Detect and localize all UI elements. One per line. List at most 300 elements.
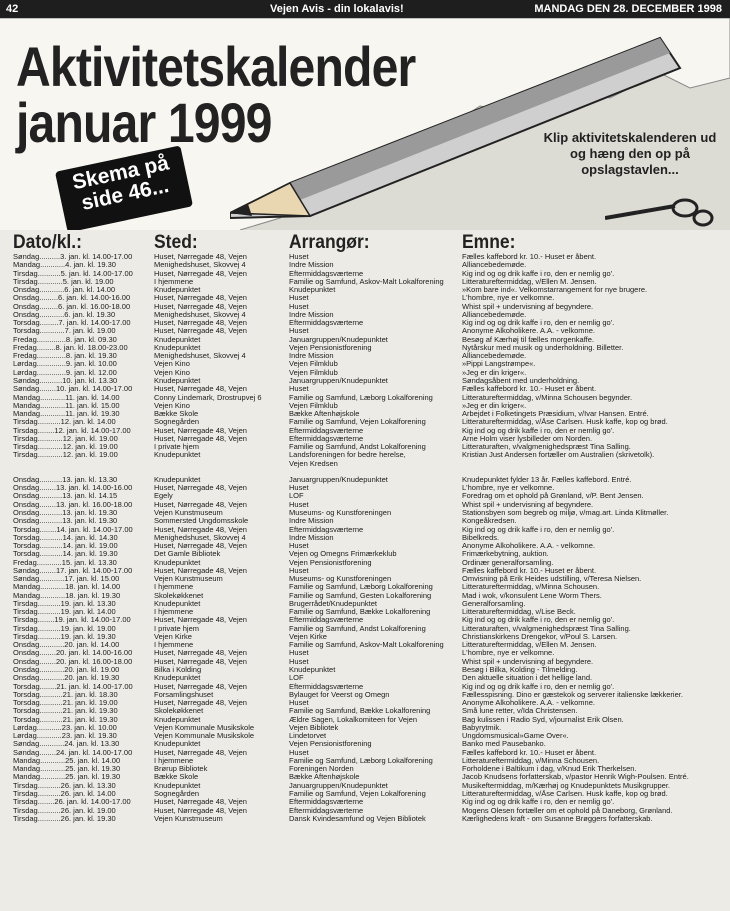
cell-date: Torsdag...........21. jan. kl. 19.00 xyxy=(13,699,118,708)
cell-organizer: Eftermiddagsværterne xyxy=(289,806,364,815)
table-row xyxy=(0,542,730,550)
cell-organizer: Familie og Samfund, Andst Lokalforening xyxy=(289,443,426,452)
cell-subject: Bag kulissen i Radio Syd, v/journalist Erik Olsen. xyxy=(462,715,624,724)
cell-date: Onsdag.........6. jan. kl. 16.00-18.00 xyxy=(13,302,131,311)
cell-place: Det Gamle Bibliotek xyxy=(154,550,221,559)
cell-organizer: Vejen Filmklub xyxy=(289,360,338,369)
cell-organizer: Huset xyxy=(289,699,309,708)
cell-organizer: Huset xyxy=(289,657,309,666)
cell-date: Mandag............11. jan. kl. 19.30 xyxy=(13,410,120,419)
cell-date: Onsdag............6. jan. kl. 14.00 xyxy=(13,286,116,295)
cell-organizer: Vejen Filmklub xyxy=(289,401,338,410)
cell-place: Vejen Kunstmuseum xyxy=(154,575,223,584)
table-row xyxy=(0,649,730,657)
cell-subject: Små lune retter, v/Ida Christensen. xyxy=(462,707,578,716)
cell-place: Vejen Kunstmuseum xyxy=(154,814,223,823)
cell-subject: Kig ind og og drik kaffe i ro, den er nemlig go'. xyxy=(462,682,615,691)
cell-date: Torsdag...........21. jan. kl. 19.30 xyxy=(13,707,118,716)
cell-organizer: Januargruppen/Knudepunktet xyxy=(289,376,388,385)
cell-subject: Litteraturaften, v/valgmenighedspræst Tina Salling. xyxy=(462,624,631,633)
cell-place: Knudepunktet xyxy=(154,740,201,749)
table-row xyxy=(0,352,730,360)
cell-subject: Litteratureftermiddag, v/Minna Schousen begynder. xyxy=(462,393,633,402)
cell-date: Søndag...........10. jan. kl. 13.30 xyxy=(13,376,118,385)
title-line-1: Aktivitetskalender xyxy=(16,35,416,98)
cell-subject: Alliancebedemøde. xyxy=(462,352,527,361)
cell-subject: Litteratureftermiddag, v/Ellen M. Jensen. xyxy=(462,277,597,286)
cell-subject: Knudepunktet fylder 13 år. Fælles kaffebord. Entré. xyxy=(462,475,632,484)
table-row xyxy=(0,344,730,352)
cell-place: Brørup Bibliotek xyxy=(154,765,208,774)
cell-organizer: Eftermiddagsværterne xyxy=(289,319,364,328)
cell-organizer: Vejen Pensionistforening xyxy=(289,558,372,567)
cell-subject: L'hombre, nye er velkomne. xyxy=(462,294,555,303)
cell-place: Knudepunktet xyxy=(154,475,201,484)
cell-date: Onsdag...........13. jan. kl. 19.30 xyxy=(13,517,118,526)
table-row xyxy=(0,418,730,426)
table-row xyxy=(0,303,730,311)
cell-organizer: Eftermiddagsværterne xyxy=(289,525,364,534)
table-row xyxy=(0,641,730,649)
cell-organizer: Januargruppen/Knudepunktet xyxy=(289,781,388,790)
cell-subject: Anonyme Alkoholikere. A.A. - velkomne. xyxy=(462,699,595,708)
table-row xyxy=(0,509,730,517)
cell-place: Knudepunktet xyxy=(154,335,201,344)
cell-date: Tirsdag...........26. jan. kl. 13.30 xyxy=(13,781,116,790)
table-row xyxy=(0,492,730,500)
cell-date: Onsdag.........6. jan. kl. 14.00-16.00 xyxy=(13,294,131,303)
cell-subject: Anonyme Alkoholikere. A.A. - velkomne. xyxy=(462,327,595,336)
cell-organizer: Lindetorvet xyxy=(289,732,327,741)
cell-date: Søndag........17. jan. kl. 14.00-17.00 xyxy=(13,566,133,575)
table-row xyxy=(0,757,730,765)
cell-place: Huset, Nørregade 48, Vejen xyxy=(154,253,247,261)
table-row xyxy=(0,666,730,674)
cell-organizer: Vejen Pensionistforening xyxy=(289,740,372,749)
cell-subject: Kig ind og og drik kaffe i ro, den er nemlig go'. xyxy=(462,269,615,278)
table-row xyxy=(0,608,730,616)
table-row xyxy=(0,625,730,633)
cell-subject: Banko med Pausebanko. xyxy=(462,740,546,749)
cell-date: Søndag........24. jan. kl. 14.00-17.00 xyxy=(13,748,133,757)
table-row xyxy=(0,691,730,699)
cell-date: Tirsdag............12. jan. kl. 19.00 xyxy=(13,434,118,443)
table-row xyxy=(0,707,730,715)
cell-place: Huset, Nørregade 48, Vejen xyxy=(154,525,247,534)
cell-place: Knudepunktet xyxy=(154,286,201,295)
table-row xyxy=(0,336,730,344)
cell-date: Torsdag.........7. jan. kl. 14.00-17.00 xyxy=(13,319,131,328)
table-row xyxy=(0,782,730,790)
cell-date: Lørdag............23. jan. kl. 10.00 xyxy=(13,723,117,732)
cell-place: Forsamlingshuset xyxy=(154,690,214,699)
cell-place: Huset, Nørregade 48, Vejen xyxy=(154,542,247,551)
cell-organizer: Familie og Samfund, Gesten Lokalforening xyxy=(289,591,432,600)
table-row xyxy=(0,790,730,798)
table-row xyxy=(0,253,730,261)
cell-place: Huset, Nørregade 48, Vejen xyxy=(154,294,247,303)
cell-place: Huset, Nørregade 48, Vejen xyxy=(154,319,247,328)
cell-date: Tirsdag............12. jan. kl. 19.00 xyxy=(13,443,118,452)
table-row xyxy=(0,616,730,624)
cell-date: Torsdag...........21. jan. kl. 18.30 xyxy=(13,690,118,699)
cell-subject: Fælles kaffebord kr. 10.- Huset er åbent. xyxy=(462,385,597,394)
table-row xyxy=(0,674,730,682)
cell-subject: Kristian Just Andersen fortæller om Australien (skrivetolk). xyxy=(462,451,655,460)
cell-date: Lørdag..............9. jan. kl. 10.00 xyxy=(13,360,117,369)
cell-subject: Kig ind og og drik kaffe i ro, den er nemlig go'. xyxy=(462,798,615,807)
cell-place: Vejen Kommunale Musikskole xyxy=(154,723,255,732)
cell-place: Menighedshuset, Skovvej 4 xyxy=(154,261,246,270)
cell-date: Onsdag............20. jan. kl. 14.00 xyxy=(13,641,120,650)
table-row xyxy=(0,451,730,459)
row-gap xyxy=(0,468,730,476)
cell-organizer: Familie og Samfund, Askov-Malt Lokalforening xyxy=(289,277,444,286)
cell-subject: L'hombre, nye er velkomne. xyxy=(462,484,555,493)
cell-subject: Christianskirkens Drengekor, v/Poul S. Larsen. xyxy=(462,632,618,641)
cell-place: Knudepunktet xyxy=(154,715,201,724)
cell-subject: Litteratureftermiddag, v/Ellen M. Jensen. xyxy=(462,641,597,650)
cell-date: Fredag.........8. jan. kl. 18.00-23.00 xyxy=(13,343,128,352)
clip-instruction: Klip aktivitetskalenderen ud og hæng den op på opslagstavlen... xyxy=(543,130,717,177)
masthead: Vejen Avis - din lokalavis! xyxy=(270,3,404,15)
cell-place: Huset, Nørregade 48, Vejen xyxy=(154,327,247,336)
cell-organizer: Museums- og Kunstforeningen xyxy=(289,575,392,584)
table-row xyxy=(0,278,730,286)
cell-date: Lørdag..............9. jan. kl. 12.00 xyxy=(13,368,117,377)
cell-subject: Litteraturaften, v/valgmenighedspræst Tina Salling. xyxy=(462,443,631,452)
cell-place: Huset, Nørregade 48, Vejen xyxy=(154,806,247,815)
cell-place: Knudepunktet xyxy=(154,376,201,385)
title-line-2: januar 1999 xyxy=(16,91,272,154)
cell-organizer: Brugerrådet/Knudepunktet xyxy=(289,599,377,608)
cell-organizer: Januargruppen/Knudepunktet xyxy=(289,475,388,484)
col-subject: Emne: xyxy=(462,232,516,253)
cell-date: Mandag............25. jan. kl. 14.00 xyxy=(13,756,121,765)
table-row xyxy=(0,749,730,757)
cell-subject: Musikeftermiddag, m/Kærhøj og Knudepunktets Musikgrupper. xyxy=(462,781,671,790)
issue-date: MANDAG DEN 28. DECEMBER 1998 xyxy=(534,3,722,15)
cell-place: Huset, Nørregade 48, Vejen xyxy=(154,649,247,658)
table-row xyxy=(0,261,730,269)
table-row xyxy=(0,550,730,558)
cell-subject: »Jeg er din kriger«. xyxy=(462,368,527,377)
cell-place: I hjemmene xyxy=(154,756,194,765)
cell-subject: Generalforsamling. xyxy=(462,599,526,608)
table-row xyxy=(0,716,730,724)
cell-place: Sognegården xyxy=(154,790,200,798)
cell-organizer: Huset xyxy=(289,385,309,394)
table-row xyxy=(0,410,730,418)
cell-place: Vejen Kommunale Musikskole xyxy=(154,732,255,741)
table-row xyxy=(0,377,730,385)
page-number: 42 xyxy=(6,3,19,15)
cell-date: Torsdag........14. jan. kl. 14.00-17.00 xyxy=(13,525,133,534)
cell-organizer: Bække Aftenhøjskole xyxy=(289,773,360,782)
cell-subject: Litteratureftermiddag, v/Minna Schousen. xyxy=(462,756,600,765)
cell-place: Vejen Kino xyxy=(154,360,190,369)
cell-organizer: Januargruppen/Knudepunktet xyxy=(289,335,388,344)
cell-organizer: Huset xyxy=(289,649,309,658)
cell-place: Huset, Nørregade 48, Vejen xyxy=(154,434,247,443)
cell-organizer: Huset xyxy=(289,253,309,261)
cell-organizer: Huset xyxy=(289,542,309,551)
cell-subject: Stationsbyen som begreb og miljø, v/mag.art. Linda Klitmøller. xyxy=(462,508,669,517)
cell-date: Fredag............15. jan. kl. 13.30 xyxy=(13,558,117,567)
table-row xyxy=(0,476,730,484)
cell-date: Mandag............25. jan. kl. 19.30 xyxy=(13,773,121,782)
table-row xyxy=(0,369,730,377)
table-row xyxy=(0,773,730,781)
cell-organizer: Familie og Samfund, Askov-Malt Lokalforening xyxy=(289,641,444,650)
table-row xyxy=(0,567,730,575)
cell-organizer: Foreningen Norden xyxy=(289,765,354,774)
cell-date: Tirsdag...........26. jan. kl. 19.30 xyxy=(13,814,116,823)
table-row xyxy=(0,683,730,691)
cell-subject: Whist spil + undervisning af begyndere. xyxy=(462,302,594,311)
cell-subject: Søndagsåbent med underholdning. xyxy=(462,376,580,385)
cell-subject: Alliancebedemøde. xyxy=(462,310,527,319)
hero-banner xyxy=(0,18,730,230)
cell-subject: Omvisning på Erik Heides udstilling, v/Teresa Nielsen. xyxy=(462,575,642,584)
cell-date: Søndag............24. jan. kl. 13.30 xyxy=(13,740,120,749)
cell-subject: Kig ind og og drik kaffe i ro, den er nemlig go'. xyxy=(462,616,615,625)
cell-subject: Fælles kaffebord kr. 10.- Huset er åbent. xyxy=(462,566,597,575)
cell-date: Torsdag...........14. jan. kl. 19.30 xyxy=(13,550,118,559)
cell-date: Torsdag...........14. jan. kl. 14.30 xyxy=(13,533,118,542)
cell-place: Menighedshuset, Skovvej 4 xyxy=(154,533,246,542)
cell-place: Huset, Nørregade 48, Vejen xyxy=(154,748,247,757)
cell-place: Huset, Nørregade 48, Vejen xyxy=(154,798,247,807)
cell-date: Onsdag............20. jan. kl. 19.00 xyxy=(13,666,120,675)
cell-organizer: Indre Mission xyxy=(289,533,334,542)
table-row xyxy=(0,559,730,567)
cell-place: Huset, Nørregade 48, Vejen xyxy=(154,682,247,691)
cell-date: Tirsdag...........19. jan. kl. 19.30 xyxy=(13,632,116,641)
cell-place: I hjemmene xyxy=(154,277,194,286)
cell-organizer: Familie og Samfund, Andst Lokalforening xyxy=(289,624,426,633)
cell-subject: Litteratureftermiddag, v/Åse Carlsen. Husk kaffe, kop og brød. xyxy=(462,790,668,798)
cell-organizer: Eftermiddagsværterne xyxy=(289,426,364,435)
cell-date: Tirsdag...........26. jan. kl. 19.00 xyxy=(13,806,116,815)
cell-place: Knudepunktet xyxy=(154,451,201,460)
cell-place: Huset, Nørregade 48, Vejen xyxy=(154,566,247,575)
cell-subject: Fællesspisning. Dino er gæstekok og serverer italienske lækkerier. xyxy=(462,690,683,699)
cell-date: Søndag............17. jan. kl. 15.00 xyxy=(13,575,120,584)
cell-subject: Ordinær generalforsamling. xyxy=(462,558,554,567)
cell-place: Sognegården xyxy=(154,418,200,427)
cell-subject: Jacob Knudsens forfatterskab, v/pastor Henrik Wigh-Poulsen. Entré. xyxy=(462,773,689,782)
table-row xyxy=(0,633,730,641)
table-row xyxy=(0,270,730,278)
cell-place: Vejen Kirke xyxy=(154,632,192,641)
cell-date: Fredag..............8. jan. kl. 09.30 xyxy=(13,335,117,344)
cell-date: Tirsdag...........19. jan. kl. 13.30 xyxy=(13,599,116,608)
cell-subject: »Pippi Langstrømpe«. xyxy=(462,360,536,369)
cell-date: Tirsdag...........5. jan. kl. 14.00-17.00 xyxy=(13,269,133,278)
cell-place: Huset, Nørregade 48, Vejen xyxy=(154,385,247,394)
cell-subject: Frimærkebytning, auktion. xyxy=(462,550,549,559)
cell-place: Huset, Nørregade 48, Vejen xyxy=(154,657,247,666)
cell-date: Mandag............11. jan. kl. 14.00 xyxy=(13,393,120,402)
cell-date: Mandag............11. jan. kl. 15.00 xyxy=(13,401,120,410)
schedule-badge: Skema på side 46... xyxy=(55,145,193,230)
table-row xyxy=(0,815,730,823)
cell-subject: Mogens Olesen fortæller om et ophold på Daneborg, Grønland. xyxy=(462,806,673,815)
cell-subject: Kig ind og og drik kaffe i ro, den er nemlig go'. xyxy=(462,319,615,328)
cell-date: Onsdag........13. jan. kl. 14.00-16.00 xyxy=(13,484,133,493)
cell-organizer: Vejen Filmklub xyxy=(289,368,338,377)
cell-date: Lørdag............23. jan. kl. 19.30 xyxy=(13,732,117,741)
scissors-icon xyxy=(605,188,715,230)
cell-subject: Fælles kaffebord kr. 10.- Huset er åbent. xyxy=(462,253,597,261)
table-row xyxy=(0,294,730,302)
table-row xyxy=(0,765,730,773)
cell-place: Huset, Nørregade 48, Vejen xyxy=(154,269,247,278)
cell-organizer: Familie og Samfund, Bække Lokalforening xyxy=(289,707,431,716)
cell-organizer: Vejen Kredsen xyxy=(289,459,338,468)
cell-organizer: Huset xyxy=(289,484,309,493)
cell-date: Fredag..............8. jan. kl. 19.30 xyxy=(13,352,117,361)
cell-organizer: Huset xyxy=(289,500,309,509)
cell-date: Mandag............18. jan. kl. 14.00 xyxy=(13,583,121,592)
cell-organizer: LOF xyxy=(289,674,304,683)
table-row xyxy=(0,319,730,327)
cell-subject: Litteratureftermiddag, v/Minna Schousen. xyxy=(462,583,600,592)
table-row xyxy=(0,360,730,368)
cell-organizer: Indre Mission xyxy=(289,352,334,361)
cell-subject: Forholdene i Baltikum i dag, v/Knud Erik Therkelsen. xyxy=(462,765,637,774)
cell-place: Knudepunktet xyxy=(154,558,201,567)
cell-subject: Litteratureftermiddag, v/Åse Carlsen. Husk kaffe, kop og brød. xyxy=(462,418,668,427)
table-row xyxy=(0,592,730,600)
cell-organizer: Huset xyxy=(289,302,309,311)
cell-place: Skolekøkkenet xyxy=(154,707,204,716)
cell-organizer: Eftermiddagsværterne xyxy=(289,616,364,625)
cell-place: Menighedshuset, Skovvej 4 xyxy=(154,310,246,319)
cell-organizer: Museums- og Kunstforeningen xyxy=(289,508,392,517)
cell-date: Onsdag........13. jan. kl. 16.00-18.00 xyxy=(13,500,133,509)
cell-place: I hjemmene xyxy=(154,583,194,592)
cell-subject: Bibelkreds. xyxy=(462,533,500,542)
cell-place: Knudepunktet xyxy=(154,674,201,683)
table-row xyxy=(0,699,730,707)
cell-date: Onsdag............6. jan. kl. 19.30 xyxy=(13,310,116,319)
table-row xyxy=(0,460,730,468)
table-row xyxy=(0,443,730,451)
cell-date: Tirsdag...........26. jan. kl. 14.00 xyxy=(13,790,116,798)
cell-place: Vejen Kunstmuseum xyxy=(154,508,223,517)
cell-organizer: Ældre Sagen, Lokalkomiteen for Vejen xyxy=(289,715,417,724)
cell-organizer: Knudepunktet xyxy=(289,666,336,675)
cell-place: I hjemmene xyxy=(154,608,194,617)
table-row xyxy=(0,724,730,732)
table-row xyxy=(0,435,730,443)
cell-place: Bække Skole xyxy=(154,773,199,782)
cell-organizer: Indre Mission xyxy=(289,261,334,270)
table-row xyxy=(0,807,730,815)
cell-organizer: Dansk Kvindesamfund og Vejen Bibliotek xyxy=(289,814,426,823)
cell-organizer: Huset xyxy=(289,327,309,336)
cell-organizer: Familie og Samfund, Læborg Lokalforening xyxy=(289,583,433,592)
cell-date: Onsdag........20. jan. kl. 14.00-16.00 xyxy=(13,649,133,658)
table-row xyxy=(0,658,730,666)
table-row xyxy=(0,427,730,435)
calendar-table xyxy=(0,253,730,823)
cell-subject: Anonyme Alkoholikere. A.A. - velkomne. xyxy=(462,542,595,551)
col-organizer: Arrangør: xyxy=(289,232,370,253)
cell-date: Tirsdag............12. jan. kl. 19.00 xyxy=(13,451,118,460)
cell-subject: Whist spil + undervisning af begyndere. xyxy=(462,657,594,666)
cell-organizer: Knudepunktet xyxy=(289,286,336,295)
table-row xyxy=(0,394,730,402)
col-place: Sted: xyxy=(154,232,198,253)
cell-subject: Babyrytmik. xyxy=(462,723,502,732)
cell-place: Egely xyxy=(154,492,173,501)
cell-place: Skolekøkkenet xyxy=(154,591,204,600)
cell-organizer: Familie og Samfund, Bække Lokalforening xyxy=(289,608,431,617)
cell-subject: Kærlighedens kraft - om Susanne Brøggers forfatterskab. xyxy=(462,814,653,823)
cell-place: Menighedshuset, Skovvej 4 xyxy=(154,352,246,361)
cell-date: Onsdag...........13. jan. kl. 13.30 xyxy=(13,475,118,484)
cell-date: Onsdag...........13. jan. kl. 14.15 xyxy=(13,492,118,501)
cell-organizer: Vejen Bibliotek xyxy=(289,723,339,732)
cell-organizer: Huset xyxy=(289,294,309,303)
cell-subject: Besøg af Kærhøj til fælles morgenkaffe. xyxy=(462,335,594,344)
cell-place: Knudepunktet xyxy=(154,599,201,608)
cell-subject: Ungdomsmusical»Game Over«. xyxy=(462,732,569,741)
cell-organizer: Landsforeningen for bedre herelse, xyxy=(289,451,406,460)
cell-date: Tirsdag........12. jan. kl. 14.00-17.00 xyxy=(13,426,131,435)
cell-organizer: Familie og Samfund, Læborg Lokalforening xyxy=(289,756,433,765)
cell-date: Tirsdag...........19. jan. kl. 19.00 xyxy=(13,624,116,633)
cell-organizer: Vejen Kirke xyxy=(289,632,327,641)
cell-subject: Whist spil + undervisning af begyndere. xyxy=(462,500,594,509)
cell-organizer: Huset xyxy=(289,748,309,757)
cell-place: Huset, Nørregade 48, Vejen xyxy=(154,699,247,708)
cell-organizer: Huset xyxy=(289,566,309,575)
cell-organizer: Eftermiddagsværterne xyxy=(289,798,364,807)
cell-subject: Kig ind og og drik kaffe i ro, den er nemlig go'. xyxy=(462,525,615,534)
table-row xyxy=(0,740,730,748)
cell-place: Huset, Nørregade 48, Vejen xyxy=(154,616,247,625)
cell-organizer: Eftermiddagsværterne xyxy=(289,269,364,278)
cell-date: Mandag............25. jan. kl. 19.30 xyxy=(13,765,121,774)
cell-date: Tirsdag...........19. jan. kl. 14.00 xyxy=(13,608,116,617)
table-row xyxy=(0,600,730,608)
cell-place: I private hjem xyxy=(154,443,200,452)
table-row xyxy=(0,402,730,410)
cell-organizer: Indre Mission xyxy=(289,517,334,526)
cell-subject: Nytårskur med musik og underholdning. Billetter. xyxy=(462,343,624,352)
cell-organizer: Vejen og Omegns Frimærkeklub xyxy=(289,550,397,559)
table-row xyxy=(0,286,730,294)
cell-place: I hjemmene xyxy=(154,641,194,650)
cell-place: Huset, Nørregade 48, Vejen xyxy=(154,426,247,435)
cell-date: Tirsdag...........12. jan. kl. 14.00 xyxy=(13,418,116,427)
table-row xyxy=(0,575,730,583)
cell-date: Tirsdag........26. jan. kl. 14.00-17.00 xyxy=(13,798,131,807)
cell-organizer: Vejen Pensionistforening xyxy=(289,343,372,352)
cell-organizer: Familie og Samfund, Vejen Lokalforening xyxy=(289,418,426,427)
cell-place: Huset, Nørregade 48, Vejen xyxy=(154,302,247,311)
cell-organizer: Familie og Samfund, Vejen Lokalforening xyxy=(289,790,426,798)
cell-place: Knudepunktet xyxy=(154,781,201,790)
cell-subject: Litteratureftermiddag, v/Lise Beck. xyxy=(462,608,576,617)
table-row xyxy=(0,484,730,492)
cell-subject: »Kom bare ind«. Velkomstarrangement for nye brugere. xyxy=(462,286,648,295)
cell-date: Mandag............4. jan. kl. 19.30 xyxy=(13,261,116,270)
